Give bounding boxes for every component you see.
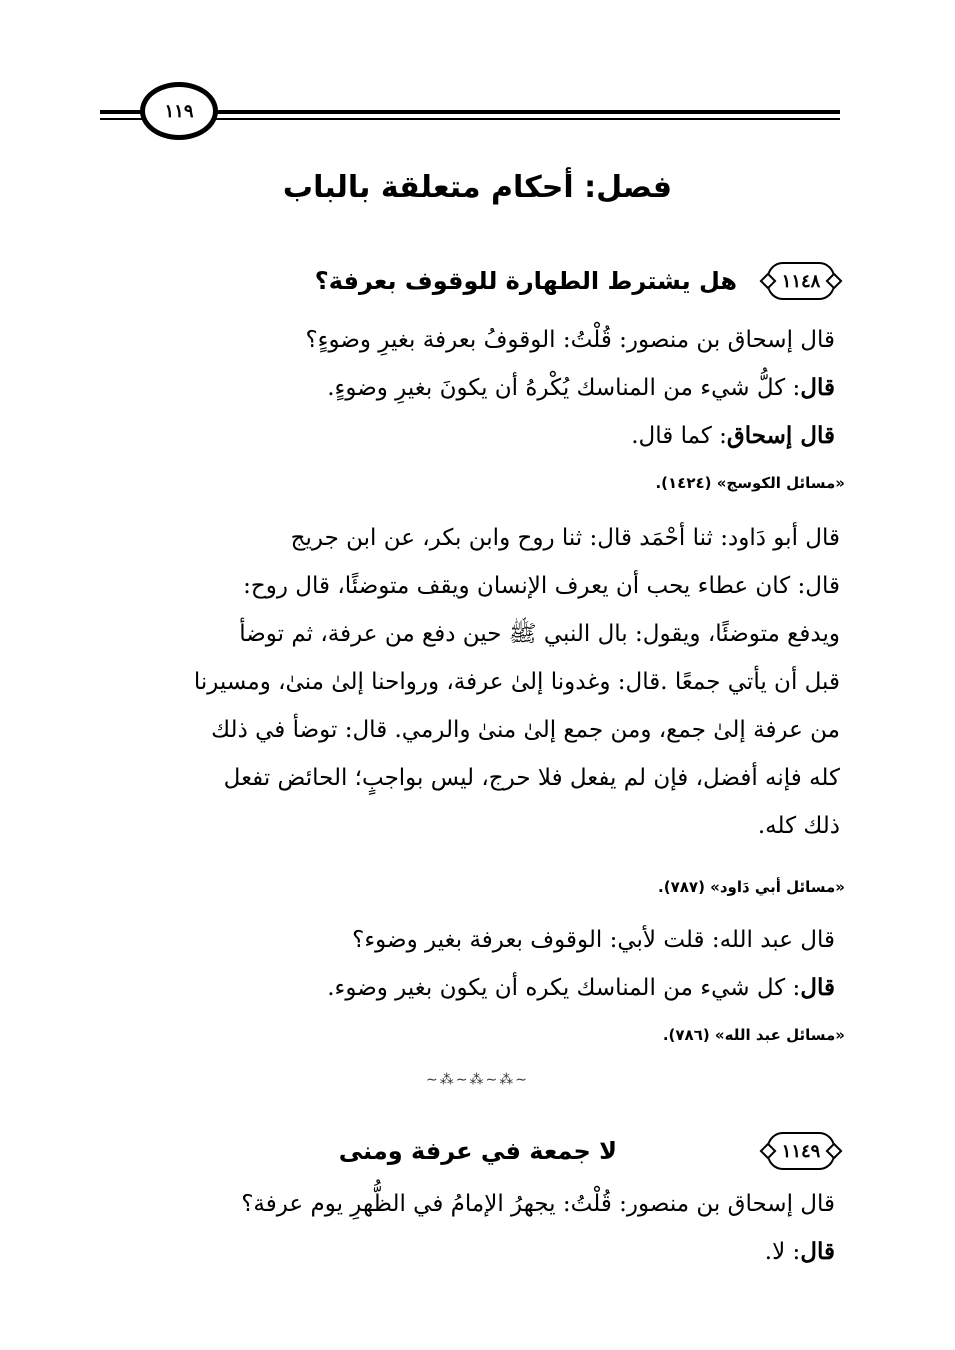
line-text: قال إسحاق بن منصور: قُلْتُ: الوقوفُ بعرفة بغيرِ وضوءٍ؟	[305, 327, 835, 353]
speaker-label: قال إسحاق	[726, 422, 835, 449]
line-text: قال عبد الله: قلت لأبي: الوقوف بعرفة بغير وضوء؟	[352, 927, 835, 953]
dialogue-line	[115, 412, 835, 460]
speaker-label: قال	[800, 1238, 835, 1265]
paragraph-line: من عرفة إلىٰ جمع، ومن جمع إلىٰ منىٰ والرمي. قال: توضأ في ذلك	[211, 717, 840, 743]
line-text: : كل شيء من المناسك يكره أن يكون بغير وضوء.	[327, 975, 801, 1001]
line-text: قال إسحاق بن منصور: قُلْتُ: يجهرُ الإمامُ في الظُّهرِ يوم عرفة؟	[241, 1191, 835, 1217]
abdullah-dialogue	[115, 916, 835, 1012]
source-citation: «مسائل عبد الله» (٧٨٦).	[662, 1026, 845, 1044]
question-heading-1149	[115, 1132, 835, 1170]
speaker-label: قال	[800, 374, 835, 401]
source-citation: «مسائل الكوسج» (١٤٢٤).	[655, 474, 845, 492]
q1-dialogue	[115, 316, 835, 460]
dialogue-line	[115, 1228, 835, 1276]
line-text: : كلُّ شيء من المناسك يُكْرهُ أن يكونَ بغيرِ وضوءٍ.	[327, 375, 801, 401]
source-citation: «مسائل أبي دَاود» (٧٨٧).	[658, 878, 845, 896]
dialogue-line	[115, 964, 835, 1012]
page-header	[100, 80, 840, 152]
dialogue-line	[115, 364, 835, 412]
question-title: لا جمعة في عرفة ومنى	[338, 1137, 617, 1165]
section-divider-ornament: ∽⁂∽⁂∽⁂∽	[426, 1072, 529, 1088]
question-title: هل يشترط الطهارة للوقوف بعرفة؟	[314, 267, 737, 295]
chapter-title: فصل: أحكام متعلقة بالباب	[282, 170, 673, 205]
paragraph-line: كله فإنه أفضل، فإن لم يفعل فلا حرج، ليس بواجبٍ؛ الحائض تفعل	[223, 765, 840, 791]
dialogue-line	[115, 1180, 835, 1228]
question-heading-1148	[115, 262, 835, 300]
paragraph-line: قبل أن يأتي جمعًا .قال: وغدونا إلىٰ عرفة، ورواحنا إلىٰ منىٰ، ومسيرنا	[193, 669, 840, 695]
paragraph-line: ويدفع متوضئًا، ويقول: بال النبي ﷺ حين دفع من عرفة، ثم توضأ	[239, 621, 840, 647]
paragraph-line: قال أبو دَاود: ثنا أحْمَد قال: ثنا روح وابن بكر، عن ابن جريج	[290, 525, 840, 551]
speaker-label: قال	[800, 974, 835, 1001]
question-number-badge: ١١٤٩	[767, 1132, 835, 1170]
line-text: : لا.	[764, 1239, 801, 1265]
paragraph-line: قال: كان عطاء يحب أن يعرف الإنسان ويقف متوضئًا، قال روح:	[243, 573, 840, 599]
abu-dawud-paragraph	[110, 514, 840, 850]
paragraph-line: ذلك كله.	[757, 813, 840, 839]
dialogue-line	[115, 916, 835, 964]
question-number-badge: ١١٤٨	[767, 262, 835, 300]
q2-dialogue	[115, 1180, 835, 1276]
dialogue-line	[115, 316, 835, 364]
line-text: : كما قال.	[631, 423, 727, 449]
page-number: ١١٩	[140, 82, 218, 140]
